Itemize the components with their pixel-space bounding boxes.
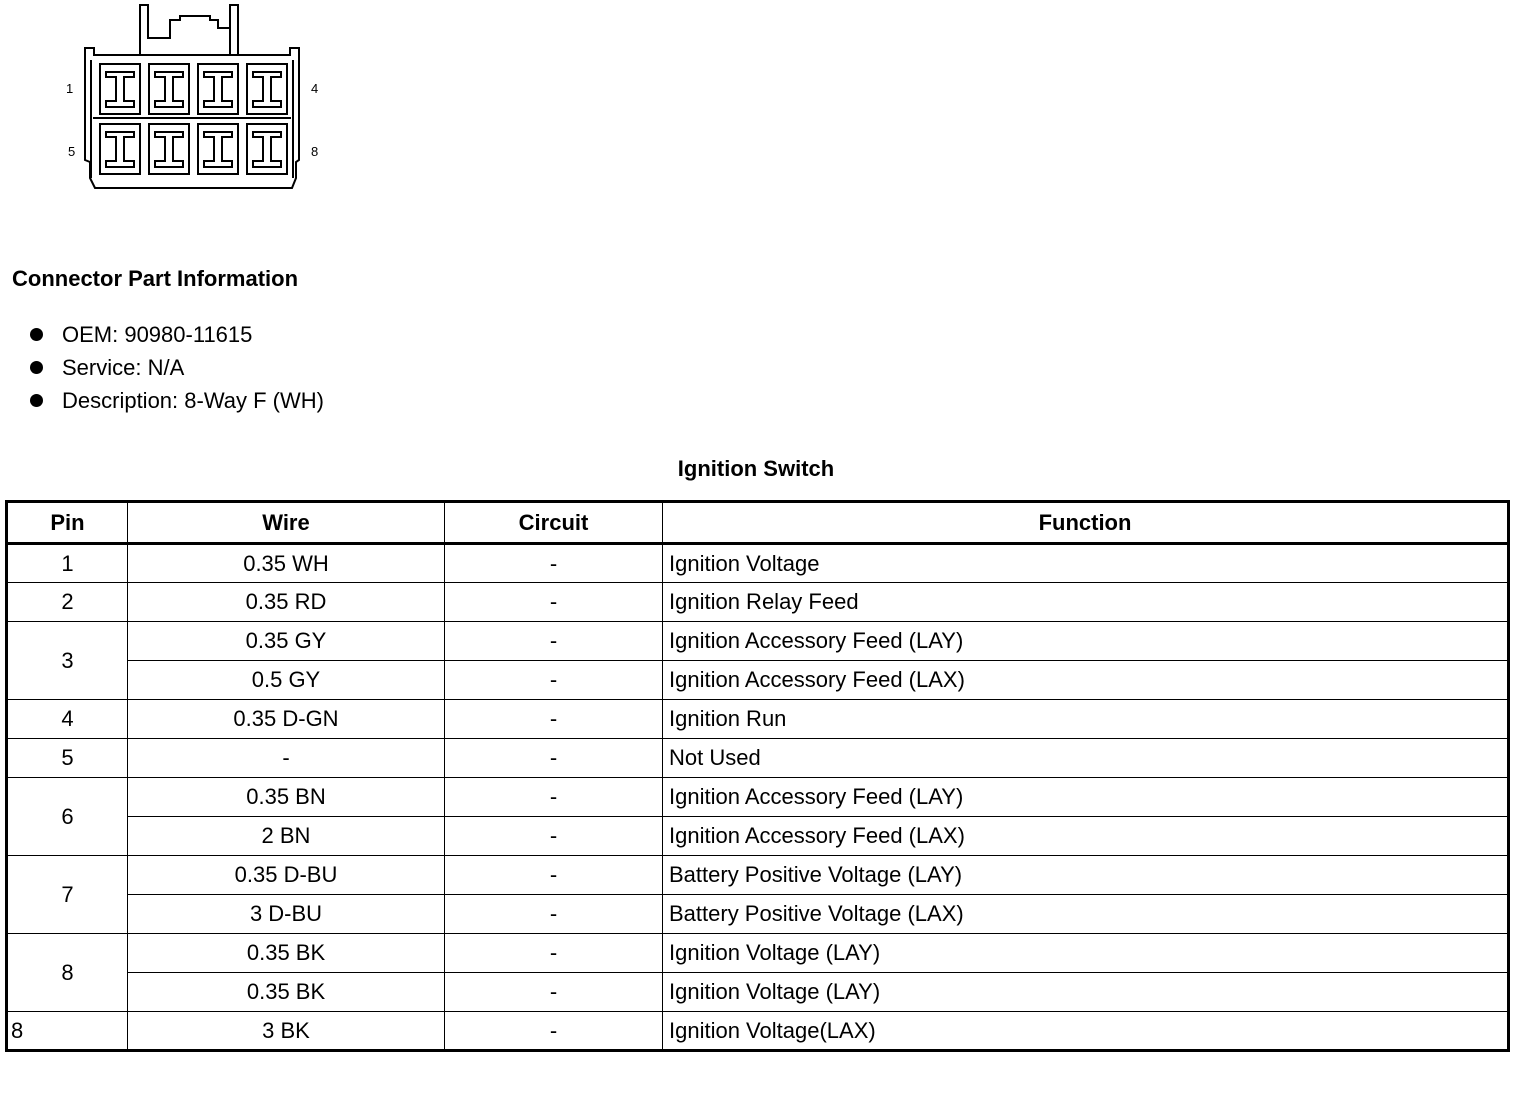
- connector-face-diagram: [55, 0, 335, 200]
- table-row: [7, 1012, 1509, 1051]
- table-title: Ignition Switch: [677, 456, 835, 481]
- pin-label-8: 8: [311, 144, 319, 159]
- table-row: [7, 583, 1509, 622]
- cell-function: Ignition Accessory Feed (LAX): [663, 817, 1509, 856]
- pin-label-1: 1: [66, 81, 74, 96]
- cell-function: Battery Positive Voltage (LAX): [663, 895, 1509, 934]
- table-row: [7, 700, 1509, 739]
- cell-wire: 0.35 BK: [128, 934, 445, 973]
- table-row: [7, 622, 1509, 661]
- pin-label-4: 4: [311, 81, 319, 96]
- cell-circuit: -: [445, 622, 663, 661]
- header-circuit: Circuit: [445, 502, 663, 544]
- cell-function: Ignition Voltage: [663, 544, 1509, 583]
- table-row: [7, 817, 1509, 856]
- terminal-cavity-1: [100, 64, 140, 114]
- table-header-row: [7, 502, 1509, 544]
- bullet-icon: [30, 361, 43, 374]
- cell-wire: 0.35 WH: [128, 544, 445, 583]
- cell-wire: 0.35 BK: [128, 973, 445, 1012]
- cell-wire: -: [128, 739, 445, 778]
- cell-function: Ignition Accessory Feed (LAY): [663, 778, 1509, 817]
- bullet-icon: [30, 394, 43, 407]
- bullet-icon: [30, 328, 43, 341]
- cell-circuit: -: [445, 817, 663, 856]
- cell-wire: 3 D-BU: [128, 895, 445, 934]
- cell-function: Not Used: [663, 739, 1509, 778]
- cell-function: Ignition Relay Feed: [663, 583, 1509, 622]
- cell-wire: 0.35 D-BU: [128, 856, 445, 895]
- connector-info-list: [28, 320, 324, 419]
- cell-circuit: -: [445, 661, 663, 700]
- cell-function: Ignition Voltage(LAX): [663, 1012, 1509, 1051]
- table-row: [7, 934, 1509, 973]
- table-row: [7, 661, 1509, 700]
- header-function: Function: [663, 502, 1509, 544]
- info-item-text: Service: N/A: [62, 355, 185, 380]
- terminal-cavity-6: [149, 124, 189, 174]
- cell-wire: 0.35 RD: [128, 583, 445, 622]
- cell-pin: 2: [7, 583, 128, 622]
- table-row: [7, 739, 1509, 778]
- pin-label-5: 5: [68, 144, 76, 159]
- terminal-cavity-4: [247, 64, 287, 114]
- table-row: [7, 895, 1509, 934]
- cell-circuit: -: [445, 973, 663, 1012]
- cell-pin: 3: [7, 622, 128, 700]
- cell-circuit: -: [445, 856, 663, 895]
- cell-circuit: -: [445, 778, 663, 817]
- cell-circuit: -: [445, 934, 663, 973]
- header-pin: Pin: [7, 502, 128, 544]
- info-item-oem: [28, 320, 324, 353]
- cell-circuit: -: [445, 739, 663, 778]
- terminal-cavity-5: [100, 124, 140, 174]
- cell-wire: 0.35 BN: [128, 778, 445, 817]
- cell-pin: 4: [7, 700, 128, 739]
- terminal-cavity-8: [247, 124, 287, 174]
- cell-function: Ignition Voltage (LAY): [663, 973, 1509, 1012]
- cell-wire: 3 BK: [128, 1012, 445, 1051]
- cell-function: Ignition Accessory Feed (LAY): [663, 622, 1509, 661]
- cell-wire: 0.5 GY: [128, 661, 445, 700]
- cell-pin: 1: [7, 544, 128, 583]
- cell-circuit: -: [445, 1012, 663, 1051]
- cell-function: Ignition Voltage (LAY): [663, 934, 1509, 973]
- pinout-table: [5, 500, 1510, 1052]
- cell-pin: 7: [7, 856, 128, 934]
- terminal-cavity-2: [149, 64, 189, 114]
- cell-circuit: -: [445, 544, 663, 583]
- cell-wire: 2 BN: [128, 817, 445, 856]
- terminal-cavity-7: [198, 124, 238, 174]
- cell-circuit: -: [445, 583, 663, 622]
- cell-pin: 8: [7, 1012, 128, 1051]
- terminal-cavity-3: [198, 64, 238, 114]
- cell-circuit: -: [445, 895, 663, 934]
- info-item-text: Description: 8-Way F (WH): [62, 388, 324, 413]
- cell-function: Ignition Run: [663, 700, 1509, 739]
- table-row: [7, 856, 1509, 895]
- table-row: [7, 544, 1509, 583]
- cell-function: Battery Positive Voltage (LAY): [663, 856, 1509, 895]
- info-item-description: [28, 386, 324, 419]
- cell-pin: 5: [7, 739, 128, 778]
- cell-pin: 8: [7, 934, 128, 1012]
- table-row: [7, 778, 1509, 817]
- cell-pin: 6: [7, 778, 128, 856]
- cell-wire: 0.35 D-GN: [128, 700, 445, 739]
- cell-circuit: -: [445, 700, 663, 739]
- cell-function: Ignition Accessory Feed (LAX): [663, 661, 1509, 700]
- cell-wire: 0.35 GY: [128, 622, 445, 661]
- header-wire: Wire: [128, 502, 445, 544]
- info-item-text: OEM: 90980-11615: [62, 322, 253, 347]
- info-item-service: [28, 353, 324, 386]
- connector-outline-graphic: [55, 0, 335, 200]
- table-row: [7, 973, 1509, 1012]
- connector-info-heading: Connector Part Information: [12, 266, 299, 291]
